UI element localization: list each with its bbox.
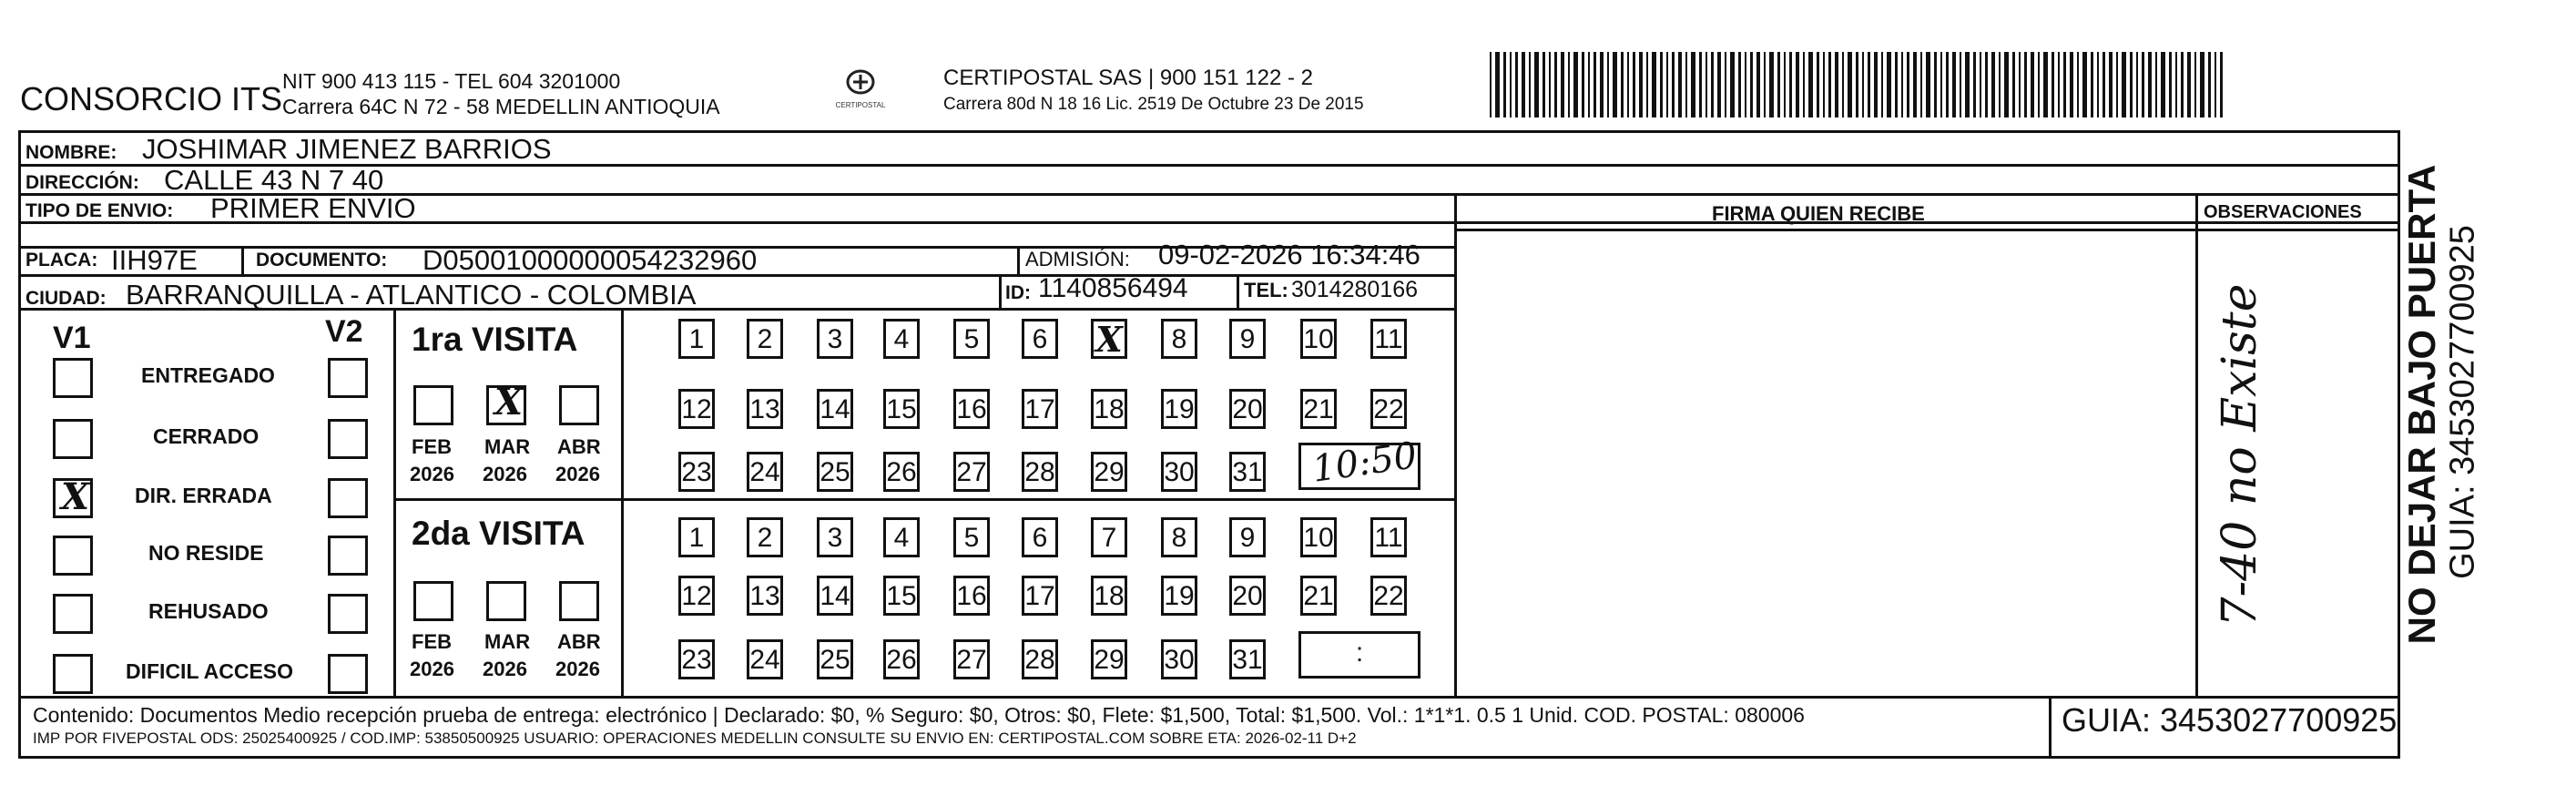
second-visit-day-box[interactable]: 26: [883, 639, 920, 679]
footer-imp: IMP POR FIVEPOSTAL ODS: 25025400925 / COD.IMP: 53850500925 USUARIO: OPERACIONES MEDELLIN CONSULTE SU ENVIO EN: CERTIPOSTAL.COM SOBRE ETA: 2026-02-11 D+2: [33, 730, 1357, 747]
second-visit-day-box[interactable]: 31: [1229, 639, 1266, 679]
first-visit-day-box[interactable]: 5: [953, 319, 990, 359]
first-visit-day-box[interactable]: 22: [1370, 389, 1407, 429]
second-visit-time: :: [1355, 638, 1364, 668]
second-visit-day-box[interactable]: 22: [1370, 576, 1407, 616]
second-visit-day-box[interactable]: 8: [1161, 517, 1197, 557]
nombre-value: JOSHIMAR JIMENEZ BARRIOS: [142, 133, 552, 165]
v1-label: V1: [53, 321, 91, 355]
v2-label: V2: [325, 314, 363, 349]
first-visit-day-box[interactable]: 9: [1229, 319, 1266, 359]
second-visit-day-box[interactable]: 30: [1161, 639, 1197, 679]
first-visit-day-box[interactable]: 27: [953, 452, 990, 492]
first-visit-day-box[interactable]: 10: [1300, 319, 1337, 359]
first-visit-day-box[interactable]: 4: [883, 319, 920, 359]
second-visit-day-box[interactable]: 27: [953, 639, 990, 679]
placa-label: PLACA:: [25, 250, 98, 270]
tipo-envio-value: PRIMER ENVIO: [210, 192, 416, 224]
first-visit-time: 10:50: [1309, 434, 1420, 491]
first-visit-day-box[interactable]: 25: [817, 452, 853, 492]
first-visit-month-box[interactable]: [559, 385, 599, 425]
signature-area[interactable]: [1460, 231, 2194, 694]
first-visit-day-box[interactable]: 20: [1229, 389, 1266, 429]
direccion-value: CALLE 43 N 7 40: [164, 164, 384, 196]
second-visit-day-box[interactable]: 9: [1229, 517, 1266, 557]
first-visit-month-box[interactable]: [486, 381, 526, 425]
second-visit-month-box[interactable]: [413, 581, 453, 621]
company-name: CONSORCIO ITS: [20, 80, 283, 117]
direccion-label: DIRECCIÓN:: [25, 172, 139, 193]
v1-checkbox[interactable]: [53, 475, 93, 518]
second-visit-day-box[interactable]: 1: [678, 517, 715, 557]
first-visit-day-box[interactable]: 2: [747, 319, 783, 359]
tel-value: 3014280166: [1291, 277, 1419, 302]
carrier-address: Carrera 80d N 18 16 Lic. 2519 De Octubre 23 De 2015: [943, 95, 1364, 114]
second-visit-day-box[interactable]: 6: [1022, 517, 1058, 557]
day-mark: X: [1095, 319, 1123, 360]
barcode: [1490, 52, 2227, 117]
tipo-envio-label: TIPO DE ENVIO:: [25, 200, 174, 221]
second-visit-day-box[interactable]: 19: [1161, 576, 1197, 616]
placa-value: IIH97E: [111, 244, 198, 276]
first-visit-day-box[interactable]: 6: [1022, 319, 1058, 359]
second-visit-day-box[interactable]: 14: [817, 576, 853, 616]
second-visit-day-box[interactable]: 10: [1300, 517, 1337, 557]
id-value: 1140856494: [1038, 273, 1188, 303]
second-visit-day-box[interactable]: 7: [1091, 517, 1127, 557]
first-visit-day-box[interactable]: 21: [1300, 389, 1337, 429]
year-label: 2026: [483, 463, 527, 485]
side-guia: GUIA: 3453027700925: [2443, 225, 2482, 579]
year-label: 2026: [555, 463, 600, 485]
company-nit: NIT 900 413 115 - TEL 604 3201000: [282, 69, 621, 93]
second-visit-day-box[interactable]: 13: [747, 576, 783, 616]
v2-checkbox[interactable]: [328, 594, 368, 634]
first-visit-day-box[interactable]: 28: [1022, 452, 1058, 492]
first-visit-day-box[interactable]: 31: [1229, 452, 1266, 492]
status-option-label: DIFICIL ACCESO: [126, 659, 294, 683]
first-visit-day-box[interactable]: 26: [883, 452, 920, 492]
carrier-name: CERTIPOSTAL SAS | 900 151 122 - 2: [943, 66, 1313, 90]
observaciones-header: OBSERVACIONES: [2204, 202, 2362, 222]
second-visit-day-box[interactable]: 16: [953, 576, 990, 616]
first-visit-day-box[interactable]: 13: [747, 389, 783, 429]
first-visit-day-box[interactable]: 11: [1370, 319, 1407, 359]
footer-contenido: Contenido: Documentos Medio recepción prueba de entrega: electrónico | Declarado: $0, % Seguro: $0, Otros: $0, Flete: $1,500, Total: $1,500. Vol.: 1*1*1. 0.5 1 Unid. COD. POSTAL: 080006: [33, 703, 1805, 727]
nombre-label: NOMBRE:: [25, 142, 117, 163]
first-visit-month-box[interactable]: [413, 385, 453, 425]
firma-header: FIRMA QUIEN RECIBE: [1712, 202, 1925, 225]
first-visit-time-box[interactable]: [1298, 434, 1420, 491]
documento-label: DOCUMENTO:: [256, 250, 388, 270]
month-label: ABR: [557, 630, 601, 653]
second-visit-time-box[interactable]: [1298, 631, 1420, 679]
second-visit-day-box[interactable]: 20: [1229, 576, 1266, 616]
month-mark: X: [494, 381, 524, 424]
second-visit-day-box[interactable]: 2: [747, 517, 783, 557]
tel-label: TEL:: [1244, 279, 1288, 301]
id-label: ID:: [1005, 282, 1031, 303]
year-label: 2026: [410, 658, 454, 680]
no-dejar-bajo-puerta: NO DEJAR BAJO PUERTA: [2400, 164, 2443, 645]
side-text: [2400, 137, 2568, 665]
second-visit-day-box[interactable]: 5: [953, 517, 990, 557]
second-visit-day-box[interactable]: 25: [817, 639, 853, 679]
v1-checkbox[interactable]: [53, 594, 93, 634]
month-label: MAR: [484, 435, 531, 458]
admision-label: ADMISIÓN:: [1025, 248, 1130, 270]
admision-value: 09-02-2026 16:34:46: [1158, 239, 1420, 270]
first-visit-day-box[interactable]: 17: [1022, 389, 1058, 429]
v1-mark: X: [61, 475, 90, 518]
first-visit-day-box[interactable]: 18: [1091, 389, 1127, 429]
status-option-label: DIR. ERRADA: [135, 484, 272, 507]
first-visit-day-box[interactable]: 19: [1161, 389, 1197, 429]
first-visit-day-box[interactable]: 23: [678, 452, 715, 492]
certipostal-logo: [833, 64, 888, 118]
year-label: 2026: [555, 658, 600, 680]
v2-checkbox[interactable]: [328, 536, 368, 576]
second-visit-day-box[interactable]: 28: [1022, 639, 1058, 679]
first-visit-day-box[interactable]: 14: [817, 389, 853, 429]
first-visit-day-box[interactable]: [1091, 319, 1127, 359]
second-visit-month-box[interactable]: [559, 581, 599, 621]
documento-value: D05001000000054232960: [423, 244, 758, 276]
company-address: Carrera 64C N 72 - 58 MEDELLIN ANTIOQUIA: [282, 95, 720, 118]
first-visit-day-box[interactable]: 15: [883, 389, 920, 429]
footer-guia: GUIA: 3453027700925: [2062, 701, 2398, 739]
v2-checkbox[interactable]: [328, 654, 368, 694]
month-label: MAR: [484, 630, 531, 653]
second-visit-day-box[interactable]: 15: [883, 576, 920, 616]
v2-checkbox[interactable]: [328, 358, 368, 398]
second-visit-day-box[interactable]: 23: [678, 639, 715, 679]
second-visit-day-box[interactable]: 12: [678, 576, 715, 616]
second-visit-title: 2da VISITA: [412, 515, 585, 552]
first-visit-day-box[interactable]: 3: [817, 319, 853, 359]
second-visit-day-box[interactable]: 24: [747, 639, 783, 679]
status-option-label: CERRADO: [153, 424, 260, 448]
second-visit-day-box[interactable]: 21: [1300, 576, 1337, 616]
v1-checkbox[interactable]: [53, 419, 93, 459]
v1-checkbox[interactable]: [53, 536, 93, 576]
status-option-label: REHUSADO: [148, 599, 269, 623]
second-visit-day-box[interactable]: 4: [883, 517, 920, 557]
first-visit-day-box[interactable]: 8: [1161, 319, 1197, 359]
second-visit-day-box[interactable]: 29: [1091, 639, 1127, 679]
second-visit-day-box[interactable]: 3: [817, 517, 853, 557]
month-label: ABR: [557, 435, 601, 458]
v2-checkbox[interactable]: [328, 419, 368, 459]
first-visit-day-box[interactable]: 24: [747, 452, 783, 492]
second-visit-month-box[interactable]: [486, 581, 526, 621]
ciudad-value: BARRANQUILLA - ATLANTICO - COLOMBIA: [126, 279, 697, 311]
first-visit-day-box[interactable]: 16: [953, 389, 990, 429]
svg-text:CERTIPOSTAL: CERTIPOSTAL: [835, 101, 886, 109]
first-visit-day-box[interactable]: 29: [1091, 452, 1127, 492]
v1-checkbox[interactable]: [53, 358, 93, 398]
year-label: 2026: [483, 658, 527, 680]
second-visit-day-box[interactable]: 18: [1091, 576, 1127, 616]
status-option-label: NO RESIDE: [148, 541, 264, 565]
status-option-label: ENTREGADO: [141, 363, 275, 387]
first-visit-day-box[interactable]: 12: [678, 389, 715, 429]
second-visit-day-box[interactable]: 17: [1022, 576, 1058, 616]
first-visit-title: 1ra VISITA: [412, 321, 578, 358]
year-label: 2026: [410, 463, 454, 485]
first-visit-day-box[interactable]: 30: [1161, 452, 1197, 492]
first-visit-day-box[interactable]: 1: [678, 319, 715, 359]
month-label: FEB: [412, 630, 452, 653]
month-label: FEB: [412, 435, 452, 458]
second-visit-day-box[interactable]: 11: [1370, 517, 1407, 557]
v2-checkbox[interactable]: [328, 478, 368, 518]
ciudad-label: CIUDAD:: [25, 288, 107, 309]
observation-handwritten: 7-40 no Existe: [2213, 283, 2267, 628]
v1-checkbox[interactable]: [53, 654, 93, 694]
